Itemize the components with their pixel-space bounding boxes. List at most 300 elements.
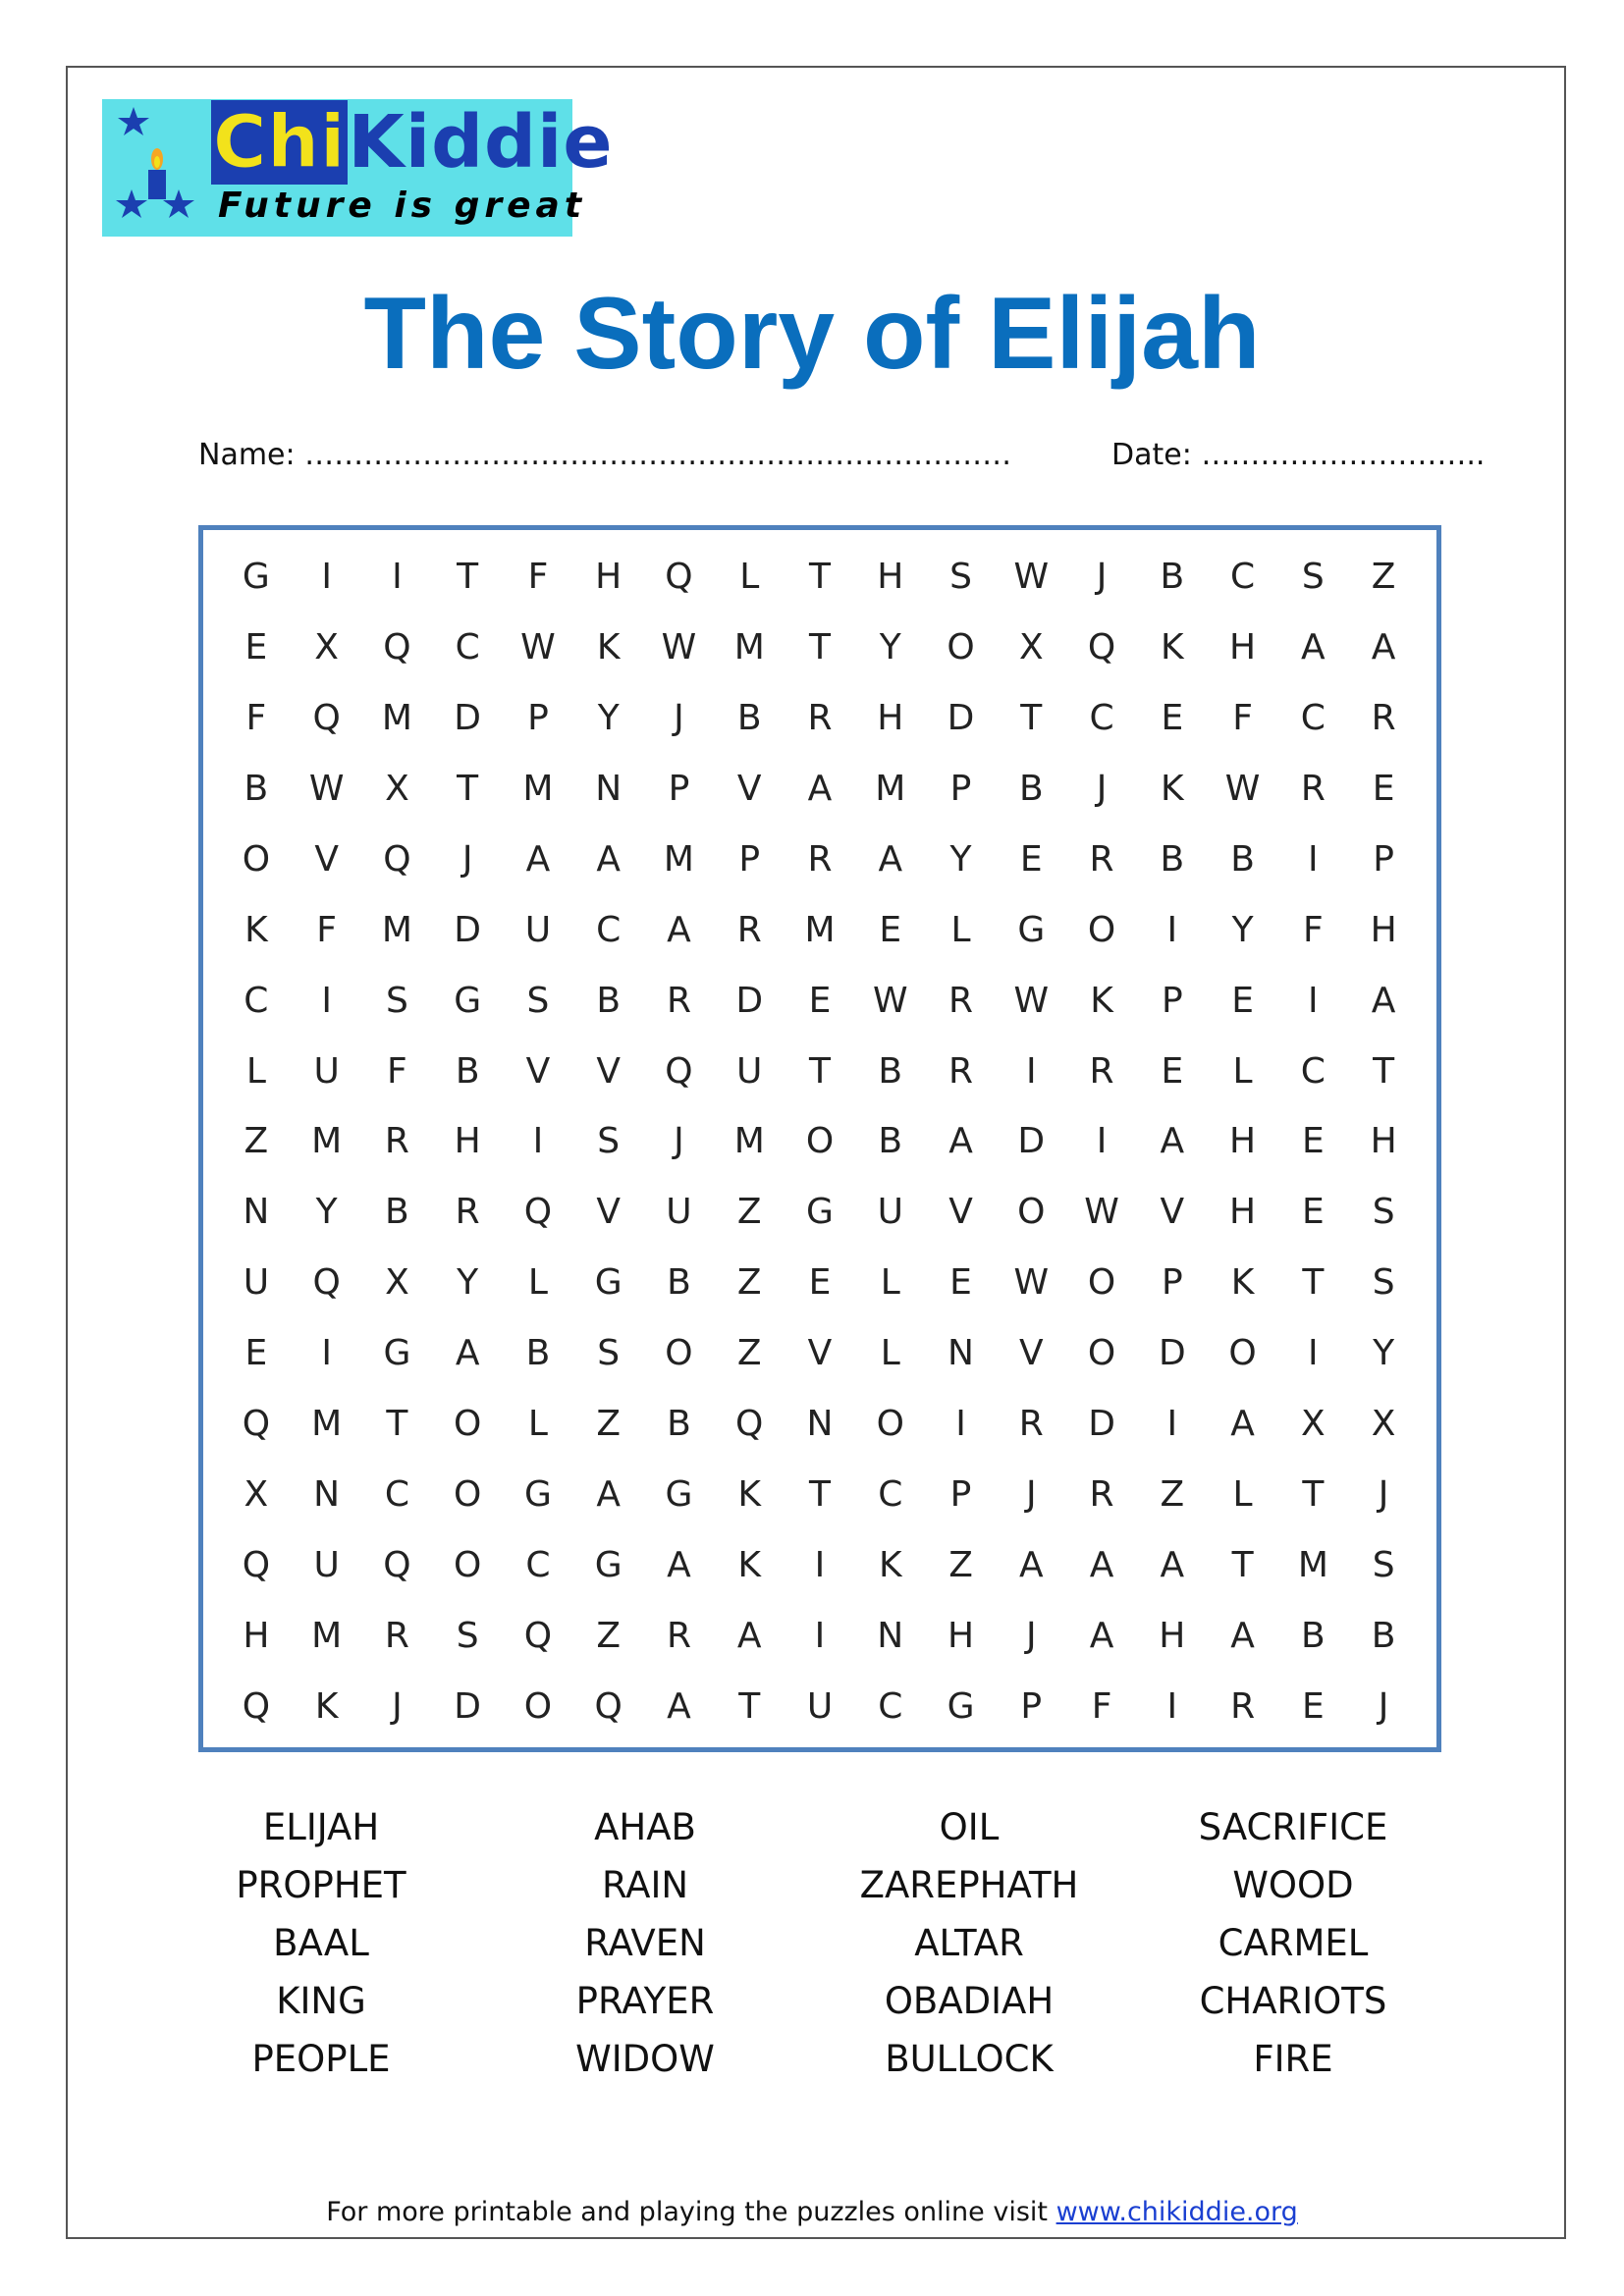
- grid-cell[interactable]: V: [525, 1050, 551, 1092]
- grid-cell[interactable]: I: [1308, 980, 1319, 1021]
- grid-cell[interactable]: H: [595, 557, 623, 598]
- grid-cell[interactable]: A: [1160, 1544, 1185, 1585]
- grid-cell[interactable]: R: [384, 1615, 409, 1656]
- grid-cell[interactable]: C: [1089, 698, 1114, 739]
- grid-cell[interactable]: M: [381, 698, 412, 739]
- grid-cell[interactable]: M: [875, 769, 906, 810]
- grid-cell[interactable]: R: [1089, 838, 1114, 880]
- grid-cell[interactable]: L: [1232, 1050, 1253, 1092]
- grid-cell[interactable]: C: [384, 1473, 409, 1515]
- grid-cell[interactable]: D: [1088, 1404, 1115, 1445]
- grid-cell[interactable]: A: [1089, 1544, 1114, 1585]
- grid-cell[interactable]: B: [1301, 1615, 1326, 1656]
- footer-link[interactable]: www.chikiddie.org: [1056, 2197, 1298, 2227]
- grid-cell[interactable]: Q: [665, 557, 693, 598]
- grid-cell[interactable]: G: [242, 557, 270, 598]
- grid-cell[interactable]: I: [1166, 1685, 1178, 1727]
- grid-cell[interactable]: H: [1229, 1192, 1257, 1233]
- grid-cell[interactable]: T: [1302, 1473, 1325, 1515]
- logo-wordmark: [211, 101, 614, 184]
- grid-cell[interactable]: W: [308, 769, 345, 810]
- grid-cell[interactable]: F: [316, 909, 337, 950]
- grid-cell[interactable]: A: [667, 1685, 691, 1727]
- grid-cell[interactable]: W: [872, 980, 908, 1021]
- grid-cell[interactable]: T: [1373, 1050, 1395, 1092]
- grid-cell[interactable]: R: [455, 1192, 480, 1233]
- grid-cell[interactable]: R: [948, 980, 974, 1021]
- grid-cell[interactable]: J: [1378, 1685, 1389, 1727]
- grid-cell[interactable]: Z: [736, 1192, 762, 1233]
- grid-cell[interactable]: R: [736, 909, 762, 950]
- grid-cell[interactable]: I: [321, 557, 332, 598]
- grid-cell[interactable]: M: [733, 1121, 765, 1162]
- grid-cell[interactable]: Q: [312, 1262, 341, 1304]
- grid-cell[interactable]: I: [1025, 1050, 1037, 1092]
- grid-cell[interactable]: C: [244, 980, 269, 1021]
- grid-cell[interactable]: Z: [244, 1121, 269, 1162]
- grid-cell[interactable]: Q: [594, 1685, 623, 1727]
- grid-cell[interactable]: A: [455, 1333, 480, 1374]
- grid-cell[interactable]: J: [1025, 1473, 1037, 1515]
- grid-cell[interactable]: L: [880, 1262, 900, 1304]
- grid-cell[interactable]: G: [806, 1192, 834, 1233]
- grid-cell[interactable]: H: [1370, 1121, 1397, 1162]
- grid-cell[interactable]: W: [1224, 769, 1261, 810]
- grid-cell[interactable]: V: [807, 1333, 833, 1374]
- grid-cell[interactable]: C: [455, 627, 480, 668]
- grid-cell[interactable]: G: [1017, 909, 1046, 950]
- grid-cell[interactable]: K: [1161, 769, 1184, 810]
- grid-cell[interactable]: C: [525, 1544, 551, 1585]
- grid-cell[interactable]: Q: [735, 1404, 764, 1445]
- grid-cell[interactable]: B: [1160, 838, 1185, 880]
- grid-cell[interactable]: L: [880, 1333, 900, 1374]
- grid-cell[interactable]: S: [456, 1615, 479, 1656]
- grid-cell[interactable]: H: [1370, 909, 1397, 950]
- grid-cell[interactable]: B: [1018, 769, 1044, 810]
- grid-cell[interactable]: J: [1025, 1615, 1037, 1656]
- grid-cell[interactable]: T: [738, 1685, 761, 1727]
- grid-cell[interactable]: I: [321, 1333, 332, 1374]
- grid-cell[interactable]: Z: [596, 1615, 622, 1656]
- grid-cell[interactable]: I: [392, 557, 403, 598]
- grid-cell[interactable]: B: [878, 1121, 903, 1162]
- grid-cell[interactable]: P: [1161, 1262, 1183, 1304]
- grid-cell[interactable]: X: [385, 1262, 409, 1304]
- grid-cell[interactable]: J: [674, 1121, 684, 1162]
- grid-cell[interactable]: V: [1160, 1192, 1185, 1233]
- grid-cell[interactable]: R: [1018, 1404, 1044, 1445]
- grid-cell[interactable]: U: [243, 1262, 270, 1304]
- grid-cell[interactable]: P: [949, 769, 972, 810]
- grid-cell[interactable]: A: [1089, 1615, 1114, 1656]
- grid-cell[interactable]: Z: [948, 1544, 973, 1585]
- grid-cell[interactable]: D: [735, 980, 764, 1021]
- grid-cell[interactable]: O: [947, 627, 975, 668]
- grid-cell[interactable]: I: [1166, 1404, 1178, 1445]
- grid-cell[interactable]: M: [311, 1121, 343, 1162]
- grid-cell[interactable]: S: [1301, 557, 1325, 598]
- grid-cell[interactable]: Y: [879, 627, 901, 668]
- grid-cell[interactable]: D: [454, 909, 482, 950]
- grid-cell[interactable]: R: [384, 1121, 409, 1162]
- grid-cell[interactable]: V: [314, 838, 339, 880]
- grid-cell[interactable]: O: [453, 1473, 482, 1515]
- grid-cell[interactable]: F: [245, 698, 267, 739]
- grid-cell[interactable]: O: [1087, 1333, 1116, 1374]
- grid-cell[interactable]: D: [1017, 1121, 1046, 1162]
- grid-cell[interactable]: Q: [242, 1544, 271, 1585]
- grid-cell[interactable]: E: [1372, 769, 1395, 810]
- grid-cell[interactable]: B: [1371, 1615, 1396, 1656]
- grid-cell[interactable]: A: [596, 1473, 622, 1515]
- grid-cell[interactable]: N: [877, 1615, 904, 1656]
- grid-cell[interactable]: Y: [1373, 1333, 1395, 1374]
- grid-cell[interactable]: S: [526, 980, 550, 1021]
- date-field[interactable]: Date: ………………………..: [1111, 438, 1486, 472]
- grid-cell[interactable]: A: [736, 1615, 762, 1656]
- grid-cell[interactable]: U: [313, 1050, 340, 1092]
- grid-cell[interactable]: I: [1308, 838, 1319, 880]
- grid-cell[interactable]: K: [1230, 1262, 1255, 1304]
- grid-cell[interactable]: T: [808, 627, 831, 668]
- grid-cell[interactable]: K: [878, 1544, 902, 1585]
- grid-cell[interactable]: Q: [665, 1050, 693, 1092]
- grid-cell[interactable]: Q: [383, 838, 411, 880]
- grid-cell[interactable]: Y: [1231, 909, 1254, 950]
- grid-cell[interactable]: T: [808, 557, 831, 598]
- grid-cell[interactable]: Z: [736, 1333, 762, 1374]
- grid-cell[interactable]: O: [453, 1544, 482, 1585]
- grid-cell[interactable]: D: [947, 698, 975, 739]
- word-list-item: OBADIAH: [884, 1980, 1055, 2022]
- grid-cell[interactable]: I: [814, 1615, 826, 1656]
- grid-cell[interactable]: A: [878, 838, 903, 880]
- grid-cell[interactable]: B: [455, 1050, 480, 1092]
- grid-cell[interactable]: Q: [523, 1615, 553, 1656]
- grid-cell[interactable]: P: [1020, 1685, 1043, 1727]
- grid-cell[interactable]: G: [454, 980, 482, 1021]
- grid-cell[interactable]: I: [532, 1121, 544, 1162]
- grid-cell[interactable]: A: [1230, 1404, 1255, 1445]
- grid-cell[interactable]: V: [1018, 1333, 1044, 1374]
- grid-cell[interactable]: H: [877, 557, 904, 598]
- grid-cell[interactable]: P: [1161, 980, 1183, 1021]
- grid-cell[interactable]: V: [596, 1050, 622, 1092]
- grid-cell[interactable]: E: [244, 1333, 268, 1374]
- word-list-item: WOOD: [1232, 1864, 1354, 1906]
- grid-cell[interactable]: F: [387, 1050, 407, 1092]
- grid-cell[interactable]: P: [738, 838, 761, 880]
- grid-cell[interactable]: J: [1096, 769, 1108, 810]
- grid-cell[interactable]: O: [242, 838, 271, 880]
- grid-cell[interactable]: W: [1013, 1262, 1050, 1304]
- grid-cell[interactable]: A: [948, 1121, 973, 1162]
- grid-cell[interactable]: A: [1371, 980, 1396, 1021]
- grid-cell[interactable]: Q: [1087, 627, 1116, 668]
- grid-cell[interactable]: G: [947, 1685, 975, 1727]
- grid-cell[interactable]: E: [808, 980, 832, 1021]
- grid-cell[interactable]: B: [1160, 557, 1185, 598]
- grid-cell[interactable]: R: [807, 838, 833, 880]
- grid-cell[interactable]: B: [596, 980, 622, 1021]
- grid-cell[interactable]: E: [1301, 1685, 1325, 1727]
- grid-cell[interactable]: N: [595, 769, 623, 810]
- grid-cell[interactable]: X: [385, 769, 409, 810]
- grid-cell[interactable]: G: [665, 1473, 693, 1515]
- grid-cell[interactable]: K: [596, 627, 621, 668]
- grid-cell[interactable]: I: [814, 1544, 826, 1585]
- grid-cell[interactable]: J: [674, 698, 684, 739]
- grid-cell[interactable]: A: [596, 838, 622, 880]
- grid-cell[interactable]: C: [596, 909, 622, 950]
- grid-cell[interactable]: K: [737, 1544, 762, 1585]
- grid-cell[interactable]: P: [1373, 838, 1394, 880]
- name-field[interactable]: Name: ………………………………………………………………: [198, 438, 1012, 472]
- grid-cell[interactable]: E: [808, 1262, 832, 1304]
- word-search-grid: [221, 542, 1419, 1741]
- grid-cell[interactable]: S: [1372, 1544, 1395, 1585]
- grid-cell[interactable]: N: [947, 1333, 974, 1374]
- grid-cell[interactable]: K: [737, 1473, 762, 1515]
- grid-cell[interactable]: I: [321, 980, 332, 1021]
- grid-cell[interactable]: U: [877, 1192, 903, 1233]
- grid-cell[interactable]: T: [457, 769, 479, 810]
- grid-cell[interactable]: S: [597, 1333, 621, 1374]
- grid-cell[interactable]: I: [1166, 909, 1178, 950]
- grid-cell[interactable]: A: [1018, 1544, 1044, 1585]
- grid-cell[interactable]: R: [807, 698, 833, 739]
- chikiddie-logo[interactable]: [102, 99, 614, 237]
- grid-cell[interactable]: K: [1090, 980, 1113, 1021]
- grid-cell[interactable]: R: [666, 980, 691, 1021]
- grid-cell[interactable]: B: [385, 1192, 409, 1233]
- grid-cell[interactable]: R: [666, 1615, 691, 1656]
- grid-cell[interactable]: M: [804, 909, 836, 950]
- grid-cell[interactable]: S: [597, 1121, 621, 1162]
- grid-cell[interactable]: O: [805, 1121, 835, 1162]
- grid-cell[interactable]: Z: [736, 1262, 762, 1304]
- grid-cell[interactable]: D: [1158, 1333, 1186, 1374]
- grid-cell[interactable]: M: [522, 769, 554, 810]
- grid-cell[interactable]: X: [1301, 1404, 1326, 1445]
- grid-cell[interactable]: R: [1300, 769, 1326, 810]
- grid-cell[interactable]: L: [245, 1050, 266, 1092]
- grid-cell[interactable]: O: [1087, 1262, 1116, 1304]
- grid-cell[interactable]: L: [527, 1404, 548, 1445]
- grid-cell[interactable]: G: [523, 1473, 552, 1515]
- grid-cell[interactable]: F: [1302, 909, 1324, 950]
- grid-cell[interactable]: R: [1230, 1685, 1256, 1727]
- grid-cell[interactable]: B: [244, 769, 269, 810]
- grid-cell[interactable]: H: [454, 1121, 481, 1162]
- grid-cell[interactable]: E: [949, 1262, 972, 1304]
- grid-cell[interactable]: R: [1089, 1050, 1114, 1092]
- grid-cell[interactable]: F: [1232, 698, 1253, 739]
- grid-cell[interactable]: U: [524, 909, 552, 950]
- grid-cell[interactable]: H: [877, 698, 904, 739]
- grid-cell[interactable]: O: [1017, 1192, 1046, 1233]
- grid-cell[interactable]: K: [244, 909, 268, 950]
- grid-cell[interactable]: Z: [596, 1404, 622, 1445]
- grid-cell[interactable]: N: [243, 1192, 270, 1233]
- grid-cell[interactable]: Q: [383, 1544, 411, 1585]
- grid-cell[interactable]: C: [1230, 557, 1256, 598]
- grid-cell[interactable]: T: [808, 1050, 831, 1092]
- grid-cell[interactable]: M: [311, 1404, 343, 1445]
- grid-cell[interactable]: F: [1091, 1685, 1112, 1727]
- grid-cell[interactable]: X: [1018, 627, 1044, 668]
- grid-cell[interactable]: E: [1161, 698, 1184, 739]
- footer-text: For more printable and playing the puzzles online visit: [326, 2197, 1056, 2227]
- grid-cell[interactable]: H: [947, 1615, 975, 1656]
- grid-cell[interactable]: Q: [383, 627, 411, 668]
- grid-cell[interactable]: B: [667, 1404, 691, 1445]
- grid-cell[interactable]: O: [876, 1404, 904, 1445]
- grid-cell[interactable]: R: [1371, 698, 1396, 739]
- grid-cell[interactable]: H: [1229, 1121, 1257, 1162]
- grid-cell[interactable]: E: [244, 627, 268, 668]
- grid-cell[interactable]: Q: [242, 1404, 271, 1445]
- grid-cell[interactable]: D: [454, 698, 482, 739]
- grid-cell[interactable]: J: [1096, 557, 1108, 598]
- grid-cell[interactable]: Y: [597, 698, 620, 739]
- grid-cell[interactable]: W: [520, 627, 556, 668]
- grid-cell[interactable]: S: [1372, 1262, 1395, 1304]
- grid-cell[interactable]: W: [661, 627, 697, 668]
- grid-cell[interactable]: P: [668, 769, 690, 810]
- grid-cell[interactable]: A: [1301, 627, 1326, 668]
- grid-cell[interactable]: M: [663, 838, 694, 880]
- grid-cell[interactable]: U: [736, 1050, 763, 1092]
- grid-cell[interactable]: E: [879, 909, 902, 950]
- grid-cell[interactable]: U: [806, 1685, 834, 1727]
- grid-cell[interactable]: R: [948, 1050, 974, 1092]
- grid-cell[interactable]: O: [1228, 1333, 1257, 1374]
- grid-cell[interactable]: L: [739, 557, 760, 598]
- grid-cell[interactable]: B: [667, 1262, 691, 1304]
- grid-cell[interactable]: A: [667, 909, 691, 950]
- word-list-item: CHARIOTS: [1199, 1980, 1387, 2022]
- grid-cell[interactable]: T: [808, 1473, 831, 1515]
- grid-cell[interactable]: X: [314, 627, 339, 668]
- grid-cell[interactable]: Y: [315, 1192, 338, 1233]
- grid-cell[interactable]: T: [1020, 698, 1043, 739]
- grid-cell[interactable]: M: [381, 909, 412, 950]
- grid-cell[interactable]: J: [392, 1685, 403, 1727]
- grid-cell[interactable]: U: [666, 1192, 692, 1233]
- grid-cell[interactable]: Y: [457, 1262, 479, 1304]
- grid-cell[interactable]: J: [461, 838, 473, 880]
- grid-cell[interactable]: A: [1371, 627, 1396, 668]
- grid-cell[interactable]: A: [1230, 1615, 1255, 1656]
- grid-cell[interactable]: S: [1372, 1192, 1395, 1233]
- grid-cell[interactable]: H: [1229, 627, 1257, 668]
- grid-cell[interactable]: B: [878, 1050, 903, 1092]
- grid-cell[interactable]: T: [1231, 1544, 1254, 1585]
- grid-cell[interactable]: L: [1232, 1473, 1253, 1515]
- grid-cell[interactable]: X: [1371, 1404, 1396, 1445]
- grid-cell[interactable]: V: [596, 1192, 622, 1233]
- grid-cell[interactable]: N: [313, 1473, 341, 1515]
- grid-cell[interactable]: H: [1159, 1615, 1186, 1656]
- grid-cell[interactable]: C: [1300, 698, 1326, 739]
- grid-cell[interactable]: O: [1087, 909, 1116, 950]
- grid-cell[interactable]: Q: [312, 698, 341, 739]
- grid-cell[interactable]: J: [1378, 1473, 1389, 1515]
- grid-cell[interactable]: G: [594, 1262, 623, 1304]
- grid-cell[interactable]: D: [454, 1685, 482, 1727]
- grid-cell[interactable]: X: [244, 1473, 269, 1515]
- grid-cell[interactable]: G: [594, 1544, 623, 1585]
- grid-cell[interactable]: H: [243, 1615, 270, 1656]
- grid-cell[interactable]: Z: [1160, 1473, 1185, 1515]
- grid-cell[interactable]: A: [525, 838, 551, 880]
- grid-cell[interactable]: O: [665, 1333, 693, 1374]
- grid-cell[interactable]: G: [383, 1333, 411, 1374]
- grid-cell[interactable]: K: [1161, 627, 1184, 668]
- grid-cell[interactable]: M: [733, 627, 765, 668]
- grid-cell[interactable]: K: [314, 1685, 339, 1727]
- grid-cell[interactable]: T: [386, 1404, 408, 1445]
- grid-cell[interactable]: W: [1013, 980, 1050, 1021]
- grid-cell[interactable]: L: [950, 909, 971, 950]
- grid-cell[interactable]: E: [1019, 838, 1043, 880]
- grid-cell[interactable]: C: [878, 1685, 903, 1727]
- grid-cell[interactable]: I: [955, 1404, 966, 1445]
- grid-cell[interactable]: P: [949, 1473, 972, 1515]
- grid-cell[interactable]: B: [1230, 838, 1255, 880]
- grid-cell[interactable]: Y: [949, 838, 972, 880]
- grid-cell[interactable]: C: [878, 1473, 903, 1515]
- grid-cell[interactable]: Z: [1371, 557, 1396, 598]
- grid-cell[interactable]: N: [806, 1404, 834, 1445]
- grid-cell[interactable]: A: [667, 1544, 691, 1585]
- grid-cell[interactable]: T: [457, 557, 479, 598]
- grid-cell[interactable]: L: [527, 1262, 548, 1304]
- grid-cell[interactable]: C: [1300, 1050, 1326, 1092]
- grid-cell[interactable]: E: [1301, 1121, 1325, 1162]
- grid-cell[interactable]: W: [1084, 1192, 1119, 1233]
- grid-cell[interactable]: W: [1013, 557, 1050, 598]
- grid-cell[interactable]: I: [1308, 1333, 1319, 1374]
- grid-cell[interactable]: B: [525, 1333, 551, 1374]
- grid-cell[interactable]: A: [807, 769, 833, 810]
- grid-cell[interactable]: Q: [242, 1685, 271, 1727]
- grid-cell[interactable]: E: [1161, 1050, 1184, 1092]
- grid-cell[interactable]: T: [1302, 1262, 1325, 1304]
- grid-cell[interactable]: V: [948, 1192, 973, 1233]
- grid-cell[interactable]: R: [1089, 1473, 1114, 1515]
- grid-cell[interactable]: S: [385, 980, 408, 1021]
- grid-cell[interactable]: A: [1160, 1121, 1185, 1162]
- grid-cell[interactable]: Q: [523, 1192, 553, 1233]
- grid-cell[interactable]: U: [313, 1544, 340, 1585]
- grid-cell[interactable]: M: [1297, 1544, 1328, 1585]
- word-list-item: FIRE: [1253, 2038, 1333, 2080]
- grid-cell[interactable]: S: [949, 557, 972, 598]
- grid-cell[interactable]: O: [523, 1685, 553, 1727]
- grid-cell[interactable]: E: [1301, 1192, 1325, 1233]
- grid-cell[interactable]: B: [736, 698, 762, 739]
- grid-cell[interactable]: E: [1231, 980, 1254, 1021]
- grid-cell[interactable]: P: [527, 698, 549, 739]
- grid-cell[interactable]: I: [1096, 1121, 1108, 1162]
- grid-cell[interactable]: F: [527, 557, 549, 598]
- grid-cell[interactable]: O: [453, 1404, 482, 1445]
- grid-cell[interactable]: M: [311, 1615, 343, 1656]
- grid-cell[interactable]: V: [736, 769, 762, 810]
